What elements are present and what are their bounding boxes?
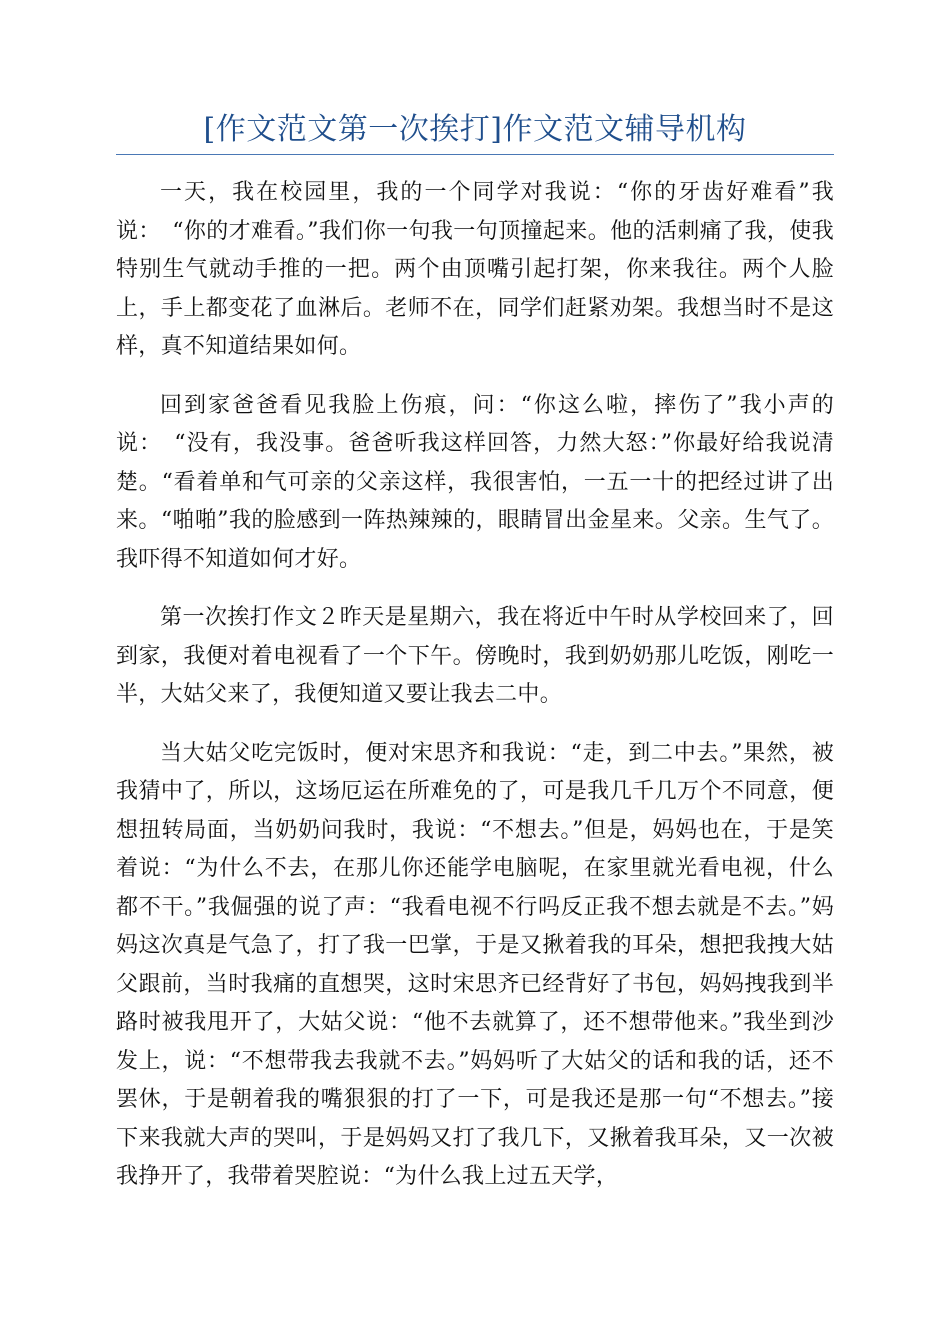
paragraph: 当大姑父吃完饭时，便对宋思齐和我说：“走，到二中去。”果然，被我猜中了，所以，这场厄运在所难免的了，可是我几千几万个不同意，便想扭转局面，当奶奶问我时，我说：“不想去。”但是，妈妈也在，于是笑着说：“为什么不去，在那儿你还能学电脑呢，在家里就光看电视，什么都不干。”我倔强的说了声：“我看电视不行吗反正我不想去就是不去。”妈妈这次真是气急了，打了我一巴掌，于是又揪着我的耳朵，想把我拽大姑父跟前，当时我痛的直想哭，这时宋思齐已经背好了书包，妈妈拽我到半路时被我甩开了，大姑父说：“他不去就算了，还不想带他来。”我坐到沙发上，说：“不想带我去我就不去。”妈妈听了大姑父的话和我的话，还不罢休，于是朝着我的嘴狠狠的打了一下，可是我还是那一句“不想去。”接下来我就大声的哭叫，于是妈妈又打了我几下，又揪着我耳朵，又一次被我挣开了，我带着哭腔说：“为什么我上过五天学，: [116, 740, 834, 1189]
title-underline: [116, 154, 834, 155]
document-body: [116, 174, 834, 1217]
paragraph: 第一次挨打作文２昨天是星期六，我在将近中午时从学校回来了，回到家，我便对着电视看了一个下午。傍晚时，我到奶奶那儿吃饭，刚吃一半，大姑父来了，我便知道又要让我去二中。: [116, 605, 834, 707]
document-title: [作文范文第一次挨打]作文范文辅导机构: [203, 112, 747, 147]
paragraph: 回到家爸爸看见我脸上伤痕，问：“你这么啦，摔伤了”我小声的说： “没有，我没事。爸爸听我这样回答，力然大怒：”你最好给我说清楚。“看着单和气可亲的父亲这样，我很害怕，一五一十的把经过讲了出来。“啪啪”我的脸感到一阵热辣辣的，眼睛冒出金星来。父亲。生气了。我吓得不知道如何才好。: [116, 392, 834, 572]
paragraph: 一天，我在校园里，我的一个同学对我说：“你的牙齿好难看”我说： “你的才难看。”我们你一句我一句顶撞起来。他的活刺痛了我，使我特别生气就动手推的一把。两个由顶嘴引起打架，你来我往。两个人脸上，手上都变花了血淋后。老师不在，同学们赶紧劝架。我想当时不是这样，真不知道结果如何。: [116, 180, 834, 359]
